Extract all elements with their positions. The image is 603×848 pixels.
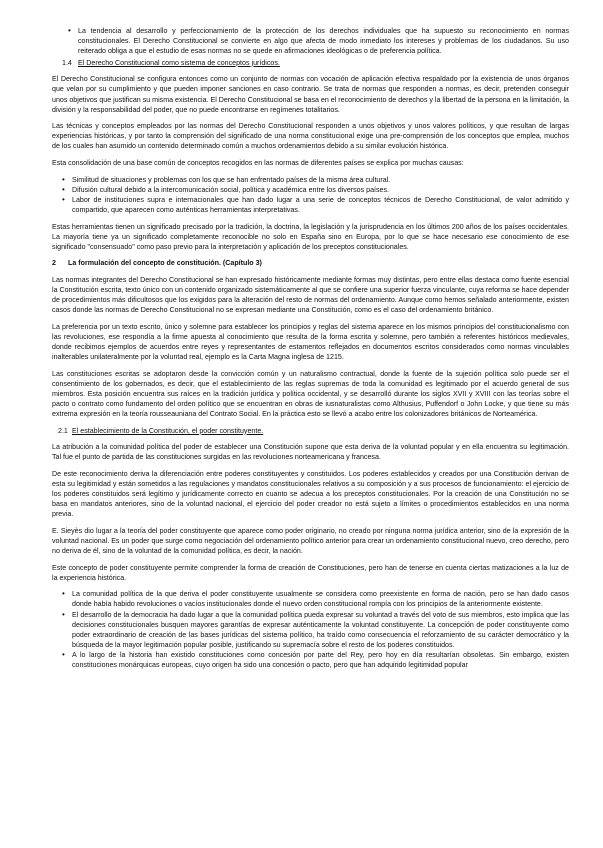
list-item: • Similitud de situaciones y problemas con los que se han enfrentado países de la misma área cultural.	[72, 175, 569, 185]
nuances-list	[52, 589, 569, 670]
top-bullet-item: • La tendencia al desarrollo y perfeccionamiento de la protección de los derechos individuales que ha supuesto su reconocimiento en normas constitucionales. El Derecho Constitucional se convierte en algo que afecta de modo inmediato los intereses y problemas de los ciudadanos. Su uso reiterado obliga a que el estudio de esas normas no se quede en afirmaciones ideológicas o de preferencia política.	[78, 26, 569, 56]
paragraph: Las técnicas y conceptos empleados por las normas del Derecho Constitucional responden a unos objetivos y unos valores políticos, y que resultan de largas experiencias históricas, y por tanto la comprensión del significado de una norma constitucional exige una pre-comprensión de los conceptos que emplea, muchos de los cuales han asumido un contenido determinado común a muchos ordenamientos debido a su similar evolución histórica.	[52, 122, 569, 151]
section-title: El establecimiento de la Constitución, el poder constituyente.	[72, 426, 264, 435]
section-2-heading	[52, 258, 569, 268]
paragraph: Este concepto de poder constituyente permite comprender la forma de creación de Constituciones, pero han de tenerse en cuenta ciertas matizaciones a la luz de la experiencia histórica.	[52, 563, 569, 582]
list-item: • Labor de instituciones supra e internacionales que han dado lugar a una serie de conceptos técnicos de Derecho Constitucional, de valor admitido y compartido, que aparecen como auténticas herramientas interpretativas.	[72, 195, 569, 215]
section-2-1-heading	[58, 426, 569, 436]
list-item: • Difusión cultural debido a la intercomunicación social, política y académica entre los diversos países.	[72, 185, 569, 195]
section-number: 2	[52, 259, 56, 268]
paragraph: La atribución a la comunidad política del poder de establecer una Constitución supone que esta deriva de la voluntad popular y en ella encuentra su legitimación. Tal fue el punto de partida de las constituciones surgidas en las revoluciones norteamericana y francesa.	[52, 443, 569, 462]
paragraph: Estas herramientas tienen un significado precisado por la tradición, la doctrina, la legislación y la jurisprudencia en los últimos 200 años de los países occidentales. La mayoría tiene ya un significado completamente reconocible no solo en España sino en Europa, por lo que se hace necesario ese conocimiento de ese significado "consensuado" como paso previo para la interpretación y aplicación de los preceptos constitucionales.	[52, 222, 569, 251]
section-title: La formulación del concepto de constitución. (Capítulo 3)	[68, 259, 262, 268]
paragraph: Las normas integrantes del Derecho Constitucional se han expresado históricamente mediante formas muy distintas, pero entre ellas destaca como fuente esencial la Constitución escrita, texto único con un contenido organizado sistemáticamente al que se confiere una superior fuerza vinculante, cuya reforma se hace depender de procedimientos más dificultosos que los exigidos para la alteración del resto de normas del ordenamiento. Aunque como hemos señalado anteriormente, existen casos donde las normas de Derecho Constitucional no se expresan mediante una Constitución, como es el caso del ordenamiento británico.	[52, 275, 569, 315]
paragraph: Esta consolidación de una base común de conceptos recogidos en las normas de diferentes países se explica por muchas causas:	[52, 159, 464, 168]
paragraph: E. Sieyès dio lugar a la teoría del poder constituyente que aparece como poder originario, no creado por ninguna norma jurídica anterior, sino de la expresión de la voluntad nacional. Es un poder que surge como negociación del ordenamiento político anterior para crear un ordenamiento constitucional nuevo, creo derecho, pero no deriva de él, sino de la voluntad de la comunidad política, es decir, la nación.	[52, 526, 569, 556]
paragraph: La preferencia por un texto escrito, único y solemne para establecer los principios y reglas del sistema aparece en los mismos principios del constitucionalismo con las revoluciones, ese respondía a la firme apuesta al conocimiento que resulta de la forma escrita y solemne, pero también a referentes históricos medievales, donde recibimos ejemplos de acuerdos entre reyes y representantes de estamentos reflejados en documentos escritos considerados como normas vinculables inalterables unilateralmente por la voluntad real, ejemplo es la Carta Magna inglesa de 1215.	[52, 322, 569, 362]
section-title: El Derecho Constitucional como sistema de conceptos jurídicos.	[78, 58, 280, 67]
list-item: • A lo largo de la historia han existido constituciones como concesión por parte del Rey, pero hoy en día resultarían obsoletas. Sin embargo, existen constituciones monárquicas europeas, cuyo origen ha sido una concesión o pacto, pero que han adquirido legitimidad popular	[72, 650, 569, 670]
list-item: • La comunidad política de la que deriva el poder constituyente usualmente se considera como preexistente en forma de nación, pero se han dado casos donde había habido revoluciones o vacíos institucionales donde el nuevo orden constitucional rompía con los principios de la anteriormente existente.	[72, 589, 569, 609]
section-number: 1.4	[62, 58, 72, 67]
paragraph: Las constituciones escritas se adoptaron desde la convicción común y un naturalismo contractual, donde la fuente de la sujeción política solo puede ser el consentimiento de los gobernados, es decir, que el establecimiento de las reglas supremas de toda la comunidad es legitimado por el acuerdo general de sus miembros. Esta posición encuentra sus raíces en la tradición jurídica y política occidental, y se desarrolló durante los siglos XVII y XVIII con las teorías sobre el pacto o contrato como fundamento del orden político que se encuentran en obras de iusnaturalistas como Althusius, Puffendorf o John Locke, y que tiene su más extrema expresión en la teoría rousseauniana del Contrato Social. En la práctica esto se llevó a acabo entre los colonizadores británicos de Norteamérica.	[52, 369, 569, 418]
section-1-4-heading	[62, 58, 569, 68]
top-bullet-list	[52, 26, 569, 56]
section-number: 2.1	[58, 426, 68, 435]
paragraph: De este reconocimiento deriva la diferenciación entre poderes constituyentes y constituidos. Los poderes establecidos y creados por una Constitución derivan de esta su legitimidad y están sometidos a las regulaciones y mandatos constitucionales relativos a su composición y a sus procesos de funcionamiento: el ejercicio de los poderes constituidos será legítimo y jurídicamente correcto en cuanto se adecua a los preceptos constitucionales. Por la creación de una Constitución no se basa en mandatos anteriores, sino de la voluntad nacional, el ejercicio del poder creador no está sujeto a límites o procedimientos establecidos en una norma previa.	[52, 469, 569, 519]
paragraph: El Derecho Constitucional se configura entonces como un conjunto de normas con vocación de aplicación efectiva respaldado por la existencia de unos órganos que velan por su cumplimiento y que pueden imponer sanciones en caso contrario. Se trata de normas que responden a normas, es decir, pretenden conseguir unos objetivos que justifican su misma existencia. El Derecho Constitucional se basa en el reconocimiento de derechos y la libertad de la persona en la limitación, la división y la responsabilidad del poder, que no puede encontrarse en regímenes totalitarios.	[52, 75, 569, 114]
causes-list	[52, 175, 569, 215]
list-item: • El desarrollo de la democracia ha dado lugar a que la comunidad política pueda expresar su voluntad a través del voto de sus miembros, esto implica que las decisiones constitucionales busquen mayores garantías de expresar auténticamente la voluntad constituyente. La concepción de poder constituyente como poder extraordinario de creación de las bases jurídicas del sistema político, ha traído como consecuencia el reforzamiento de su carácter democrático y la búsqueda de la mayor legitimación popular posible, justificando su supremacía sobre el resto de los poderes constituidos.	[72, 610, 569, 650]
